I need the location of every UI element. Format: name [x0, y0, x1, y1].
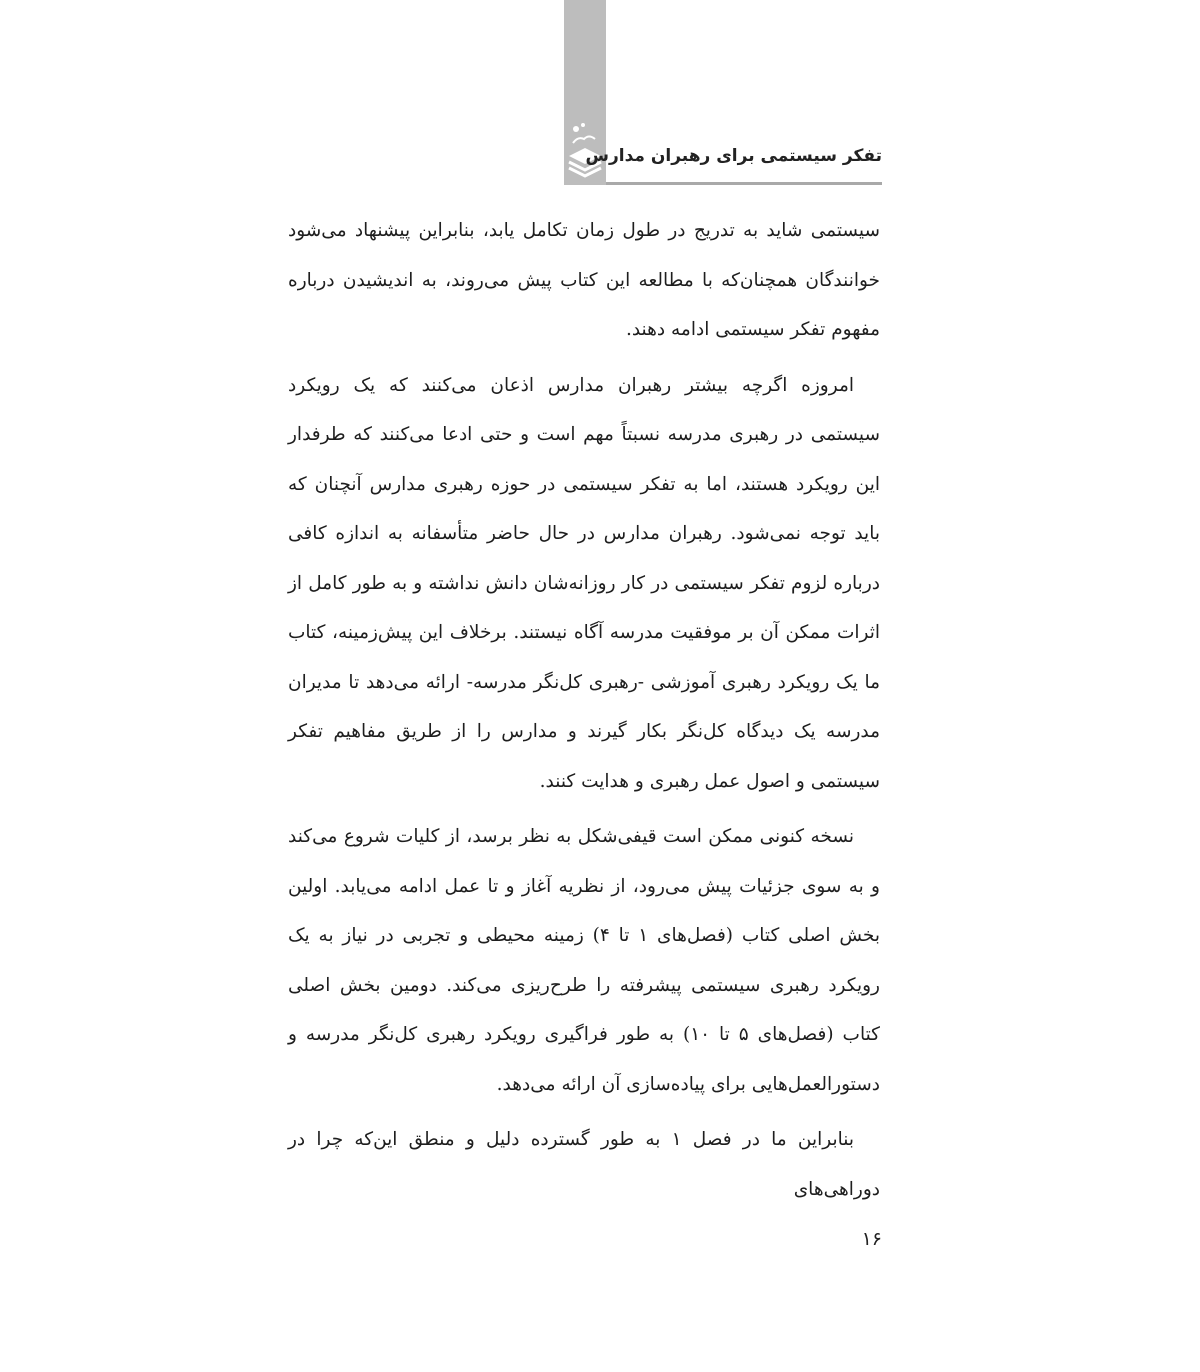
paragraph: بنابراین ما در فصل ۱ به طور گسترده دلیل و منطق این‌که چرا در دوراهی‌های: [288, 1129, 880, 1200]
running-header-title: تفکر سیستمی برای رهبران مدارس: [585, 146, 882, 166]
paragraph: امروزه اگرچه بیشتر رهبران مدارس اذعان می‌کنند که یک رویکرد سیستمی در رهبری مدرسه نسبتاً مهم است و حتی ادعا می‌کنند که طرفدار این رویکرد هستند، اما به تفکر سیستمی در حوزه رهبری مدارس آنچنان که باید توجه نمی‌شود. رهبران مدارس در حال حاضر متأسفانه به اندازه کافی درباره لزوم تفکر سیستمی در کار روزانه‌شان دانش نداشته و به طور کامل از اثرات ممکن آن بر موفقیت مدرسه آگاه نیستند. برخلاف این پیش‌زمینه، کتاب ما یک رویکرد رهبری آموزشی -رهبری کل‌نگر مدرسه- ارائه می‌دهد تا مدیران مدرسه یک دیدگاه کل‌نگر بکار گیرند و مدارس را از طریق مفاهیم تفکر سیستمی و اصول عمل رهبری و هدایت کنند.: [288, 374, 880, 792]
page-number: ۱۶: [861, 1228, 882, 1250]
header-rule: [606, 182, 882, 185]
body-text: [288, 206, 880, 1220]
paragraph: نسخه کنونی ممکن است قیفی‌شکل به نظر برسد، از کلیات شروع می‌کند و به سوی جزئیات پیش می‌رود، از نظریه آغاز و تا عمل ادامه می‌یابد. اولین بخش اصلی کتاب (فصل‌های ۱ تا ۴) زمینه محیطی و تجربی در نیاز به یک رویکرد رهبری سیستمی پیشرفته را طرح‌ریزی می‌کند. دومین بخش اصلی کتاب (فصل‌های ۵ تا ۱۰) به طور فراگیری رویکرد رهبری کل‌نگر مدرسه و دستورالعمل‌هایی برای پیاده‌سازی آن ارائه می‌دهد.: [288, 826, 880, 1095]
paragraph-continuation: سیستمی شاید به تدریج در طول زمان تکامل یابد، بنابراین پیشنهاد می‌شود خوانندگان همچنان‌که با مطالعه این کتاب پیش می‌روند، به اندیشیدن درباره مفهوم تفکر سیستمی ادامه دهند.: [288, 220, 880, 340]
